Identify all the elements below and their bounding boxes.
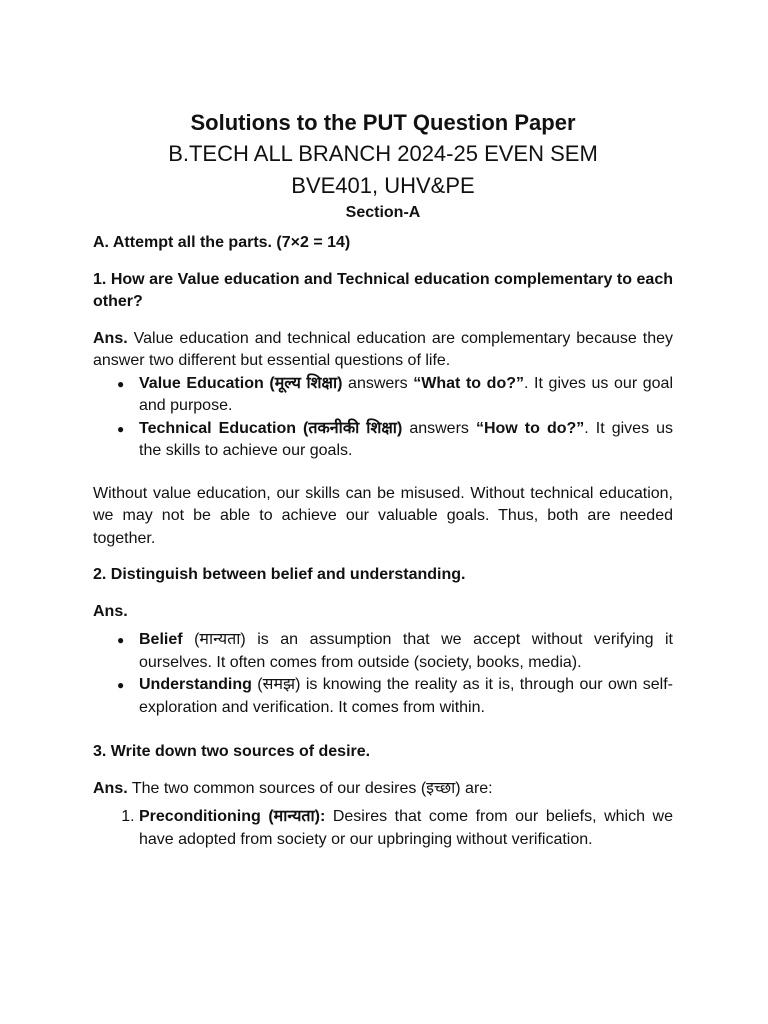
list-item: [139, 629, 673, 674]
item-term: Preconditioning (मान्यता):: [139, 808, 326, 825]
answer-1: [93, 328, 673, 373]
answer-1-conclusion: Without value education, our skills can be misused. Without technical education, we may not be able to achieve our valuable goals. Thus, both are needed together.: [93, 484, 673, 547]
bullet-term: Technical Education (तकनीकी शिक्षा): [139, 419, 403, 437]
item-text: Desires that come from our beliefs, which we have adopted from society or our upbringing without verification.: [139, 808, 673, 848]
bullet-text: answers: [342, 374, 414, 392]
bullet-term: Understanding: [139, 676, 252, 693]
document-page: [93, 108, 673, 851]
subject-line: BVE401, UHV&PE: [291, 173, 475, 198]
question-3: 3. Write down two sources of desire.: [93, 743, 371, 760]
question-2: 2. Distinguish between belief and understanding.: [93, 566, 466, 583]
course-line: B.TECH ALL BRANCH 2024-25 EVEN SEM: [168, 141, 598, 166]
document-title: Solutions to the PUT Question Paper: [190, 110, 576, 135]
list-item: [139, 674, 673, 719]
bullet-quote: “What to do?”: [413, 374, 524, 392]
bullet-quote: “How to do?”: [475, 419, 585, 437]
answer-3: [93, 778, 673, 801]
answer-label: Ans.: [93, 329, 128, 347]
list-item: [139, 418, 673, 463]
answer-3-list: [93, 806, 673, 851]
answer-2-label: [93, 601, 673, 624]
bullet-text: (मान्यता) is an assumption that we accept without verifying it ourselves. It often comes from outside (society, books, media).: [139, 631, 673, 671]
bullet-text: . It gives us our goal and purpose.: [139, 374, 674, 414]
answer-2-list: [93, 629, 673, 719]
bullet-term: Belief: [139, 631, 183, 648]
question-1: 1. How are Value education and Technical education complementary to each other?: [93, 270, 673, 310]
bullet-text: . It gives us the skills to achieve our goals.: [139, 419, 674, 459]
answer-3-text: The two common sources of our desires (इच्छा) are:: [127, 779, 493, 797]
answer-1-list: [93, 373, 673, 463]
answer-1-text: Value education and technical education are complementary because they answer two different but essential questions of life.: [93, 329, 673, 369]
bullet-text: answers: [402, 419, 476, 437]
bullet-text: (समझ) is knowing the reality as it is, through our own self-exploration and verification. It comes from within.: [139, 676, 673, 716]
bullet-term: Value Education (मूल्य शिक्षा): [139, 374, 343, 392]
answer-label: Ans.: [93, 602, 128, 620]
list-item: [139, 373, 673, 418]
section-heading: Section-A: [345, 204, 421, 221]
answer-label: Ans.: [93, 779, 128, 797]
part-instruction: A. Attempt all the parts. (7×2 = 14): [93, 234, 351, 251]
list-item: [139, 806, 673, 851]
